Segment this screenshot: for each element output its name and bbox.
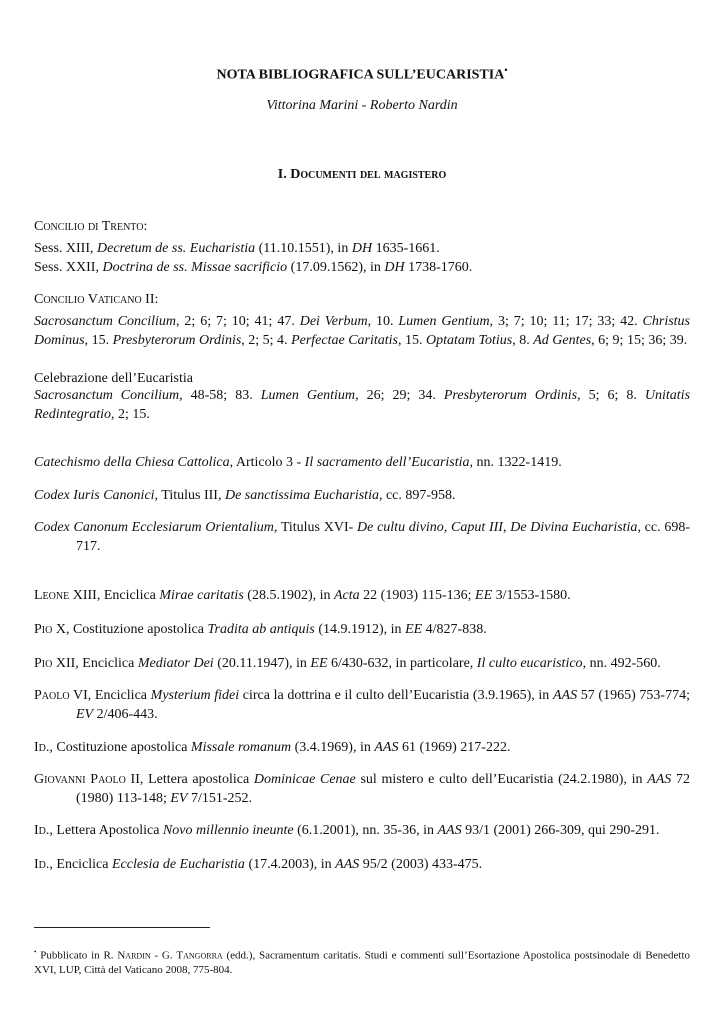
text-run: , 3; 7; 10; 11; 17; 33; 42. (489, 314, 643, 329)
text-run: circa la dottrina e il culto dell’Eucaristia (3.9.1965), in (239, 688, 553, 703)
vaticano-heading: Concilio Vaticano II: (34, 292, 159, 307)
codex-iuris-entry (34, 486, 690, 505)
text-run: , 15. (398, 333, 426, 348)
text-run: , nn. 492-560. (582, 656, 661, 671)
bibliography-entry (34, 821, 690, 840)
trento-line2-title: Doctrina de ss. Missae sacrificio (102, 260, 288, 275)
celebrazione-label: Celebrazione dell’Eucaristia (34, 371, 193, 386)
work-title: Il culto eucaristico (476, 656, 583, 671)
text-run: 72 (1980) 113-148; (76, 772, 690, 806)
work-title: Missale romanum (190, 740, 292, 755)
work-title: AAS (552, 688, 578, 703)
bibliography-entry (34, 586, 690, 605)
work-title: Codex Canonum Ecclesiarum Orientalium, (34, 520, 278, 535)
trento-line2-dh: DH (384, 260, 405, 275)
text-run: , Enciclica (75, 656, 138, 671)
trento-line1-title: Decretum de ss. Eucharistia (97, 241, 256, 256)
text-run: , Titulus III, (154, 488, 225, 503)
work-title: Perfectae Caritatis (291, 333, 398, 348)
footnote-separator (34, 927, 210, 928)
work-title: Codex Iuris Canonici (34, 488, 155, 503)
section-heading: I. Documenti del magistero (277, 167, 447, 182)
work-title: Ad Gentes (533, 333, 592, 348)
text-run: (20.11.1947), in (213, 656, 311, 671)
work-title: EE (310, 656, 328, 671)
text-run: (14.9.1912), in (314, 622, 406, 637)
text-run: , Enciclica (96, 588, 160, 603)
text-run: , 15. (84, 333, 113, 348)
authors: Vittorina Marini - Roberto Nardin (266, 98, 458, 113)
work-title: EV (76, 707, 94, 722)
text-run: 22 (1903) 115-136; (359, 588, 476, 603)
document-title (0, 65, 724, 84)
work-title: Unitatis Redintegratio (34, 388, 691, 422)
work-title: Dei Verbum (299, 314, 368, 329)
text-run: , Enciclica (87, 688, 151, 703)
title-text: NOTA BIBLIOGRAFICA SULL’EUCARISTIA (216, 67, 505, 83)
bibliography-entry (34, 738, 690, 757)
text-run: 3/1553-1580. (492, 588, 571, 603)
bibliography-entry (34, 770, 690, 808)
work-title: Mirae caritatis (159, 588, 244, 603)
text-run: - G. (150, 949, 177, 962)
text-run: 7/151-252. (187, 791, 253, 806)
celebrazione-documents (34, 386, 690, 424)
text-run: (edd.), Sacramentum caritatis. Studi e commenti sull’Esortazione Apostolica postsinodale di Benedetto XVI, LUP, Città del Vaticano 2008, 775-804. (34, 949, 691, 976)
text-run: 95/2 (2003) 433-475. (359, 857, 483, 872)
text-run: Pubblicato in R. (36, 949, 118, 962)
text-run: 57 (1965) 753-774; (577, 688, 690, 703)
text-run: 61 (1969) 217-222. (398, 740, 511, 755)
work-title: AAS (374, 740, 399, 755)
text-run: Titulus XVI- (277, 520, 358, 535)
text-run: , Enciclica (49, 857, 112, 872)
text-run: 4/827-838. (422, 622, 487, 637)
text-run: , Lettera apostolica (139, 772, 254, 787)
author-name: Pio X (34, 622, 66, 637)
catechismo-entry (34, 453, 690, 472)
work-title: De cultu divino, Caput III, De Divina Eucharistia (357, 520, 638, 535)
text-run: , 2; 6; 7; 10; 41; 47. (176, 314, 300, 329)
work-title: Dominicae Cenae (253, 772, 356, 787)
work-title: Presbyterorum Ordinis (112, 333, 242, 348)
codex-canonum-entry (34, 518, 690, 556)
text-run: sul mistero e culto dell’Eucaristia (24.2.1980), in (355, 772, 648, 787)
author-name: Id. (34, 823, 50, 838)
text-run: , Costituzione apostolica (49, 740, 191, 755)
work-title: EE (475, 588, 493, 603)
text-run: (3.4.1969), in (291, 740, 375, 755)
footnote (34, 945, 690, 977)
work-title: Acta (334, 588, 360, 603)
text-run: , 2; 15. (111, 407, 150, 422)
bibliography-entry (34, 686, 690, 724)
work-title: EV (170, 791, 188, 806)
text-run: (17.4.2003), in (244, 857, 336, 872)
work-title: Mediator Dei (137, 656, 214, 671)
author-name: Tangorra (176, 949, 223, 962)
text-run: 6/430-632, in particolare, (327, 656, 477, 671)
text-run: , 5; 6; 8. (577, 388, 645, 403)
work-title: Novo millennio ineunte (162, 823, 294, 838)
work-title: Sacrosanctum Concilium (34, 314, 177, 329)
author-name: Leone XIII (34, 588, 97, 603)
author-name: Id. (34, 857, 50, 872)
text-run: (6.1.2001), nn. 35-36, in (293, 823, 438, 838)
text-run: , cc. 897-958. (378, 488, 456, 503)
work-title: Mysterium fidei (150, 688, 240, 703)
footnote-marker: • (34, 948, 37, 956)
author-name: Pio XII (34, 656, 76, 671)
work-title: Sacrosanctum Concilium (34, 388, 180, 403)
text-run: , 10. (367, 314, 399, 329)
work-title: Lumen Gentium (260, 388, 356, 403)
trento-heading: Concilio di Trento: (34, 219, 148, 234)
work-title: AAS (647, 772, 672, 787)
work-title: Lumen Gentium (398, 314, 490, 329)
trento-entries (34, 239, 690, 277)
trento-line1-a: Sess. XIII, (34, 241, 97, 256)
text-run: , nn. 1322-1419. (469, 455, 562, 470)
trento-line1-dh: DH (351, 241, 373, 256)
trento-line2-range: 1738-1760. (404, 260, 473, 275)
vaticano-documents (34, 312, 690, 350)
work-title: Il sacramento dell’Eucaristia (304, 455, 470, 470)
text-run: , 48-58; 83. (179, 388, 261, 403)
work-title: Tradita ab antiquis (207, 622, 315, 637)
bibliography-entry (34, 620, 690, 639)
work-title: De sanctissima Eucharistia (224, 488, 379, 503)
work-title: AAS (335, 857, 360, 872)
work-title: Catechismo della Chiesa Cattolica (34, 455, 230, 470)
text-run: , cc. 698-717. (76, 520, 690, 554)
text-run: , 2; 5; 4. (241, 333, 292, 348)
footnote-marker: • (504, 65, 508, 75)
author-name: Paolo VI (34, 688, 88, 703)
author-name: Nardin (117, 949, 151, 962)
trento-line2-c: (17.09.1562), in (287, 260, 385, 275)
work-title: Christus Dominus (34, 314, 690, 348)
text-run: (28.5.1902), in (243, 588, 334, 603)
author-name: Id. (34, 740, 50, 755)
text-run: , Articolo 3 - (229, 455, 305, 470)
bibliography-entry (34, 654, 690, 673)
work-title: AAS (437, 823, 462, 838)
text-run: , Lettera Apostolica (49, 823, 163, 838)
text-run: 93/1 (2001) 266-309, qui 290-291. (461, 823, 660, 838)
text-run: , 26; 29; 34. (355, 388, 444, 403)
work-title: Ecclesia de Eucharistia (111, 857, 245, 872)
trento-line1-c: (11.10.1551), in (255, 241, 352, 256)
trento-line2-a: Sess. XXII, (34, 260, 103, 275)
bibliography-entry (34, 855, 690, 874)
work-title: Presbyterorum Ordinis (443, 388, 578, 403)
author-name: Giovanni Paolo II (34, 772, 140, 787)
text-run: , 6; 9; 15; 36; 39. (591, 333, 688, 348)
trento-line1-range: 1635-1661. (372, 241, 440, 256)
text-run: , Costituzione apostolica (65, 622, 208, 637)
work-title: Optatam Totius (426, 333, 513, 348)
work-title: EE (405, 622, 423, 637)
text-run: 2/406-443. (93, 707, 158, 722)
text-run: , 8. (512, 333, 534, 348)
